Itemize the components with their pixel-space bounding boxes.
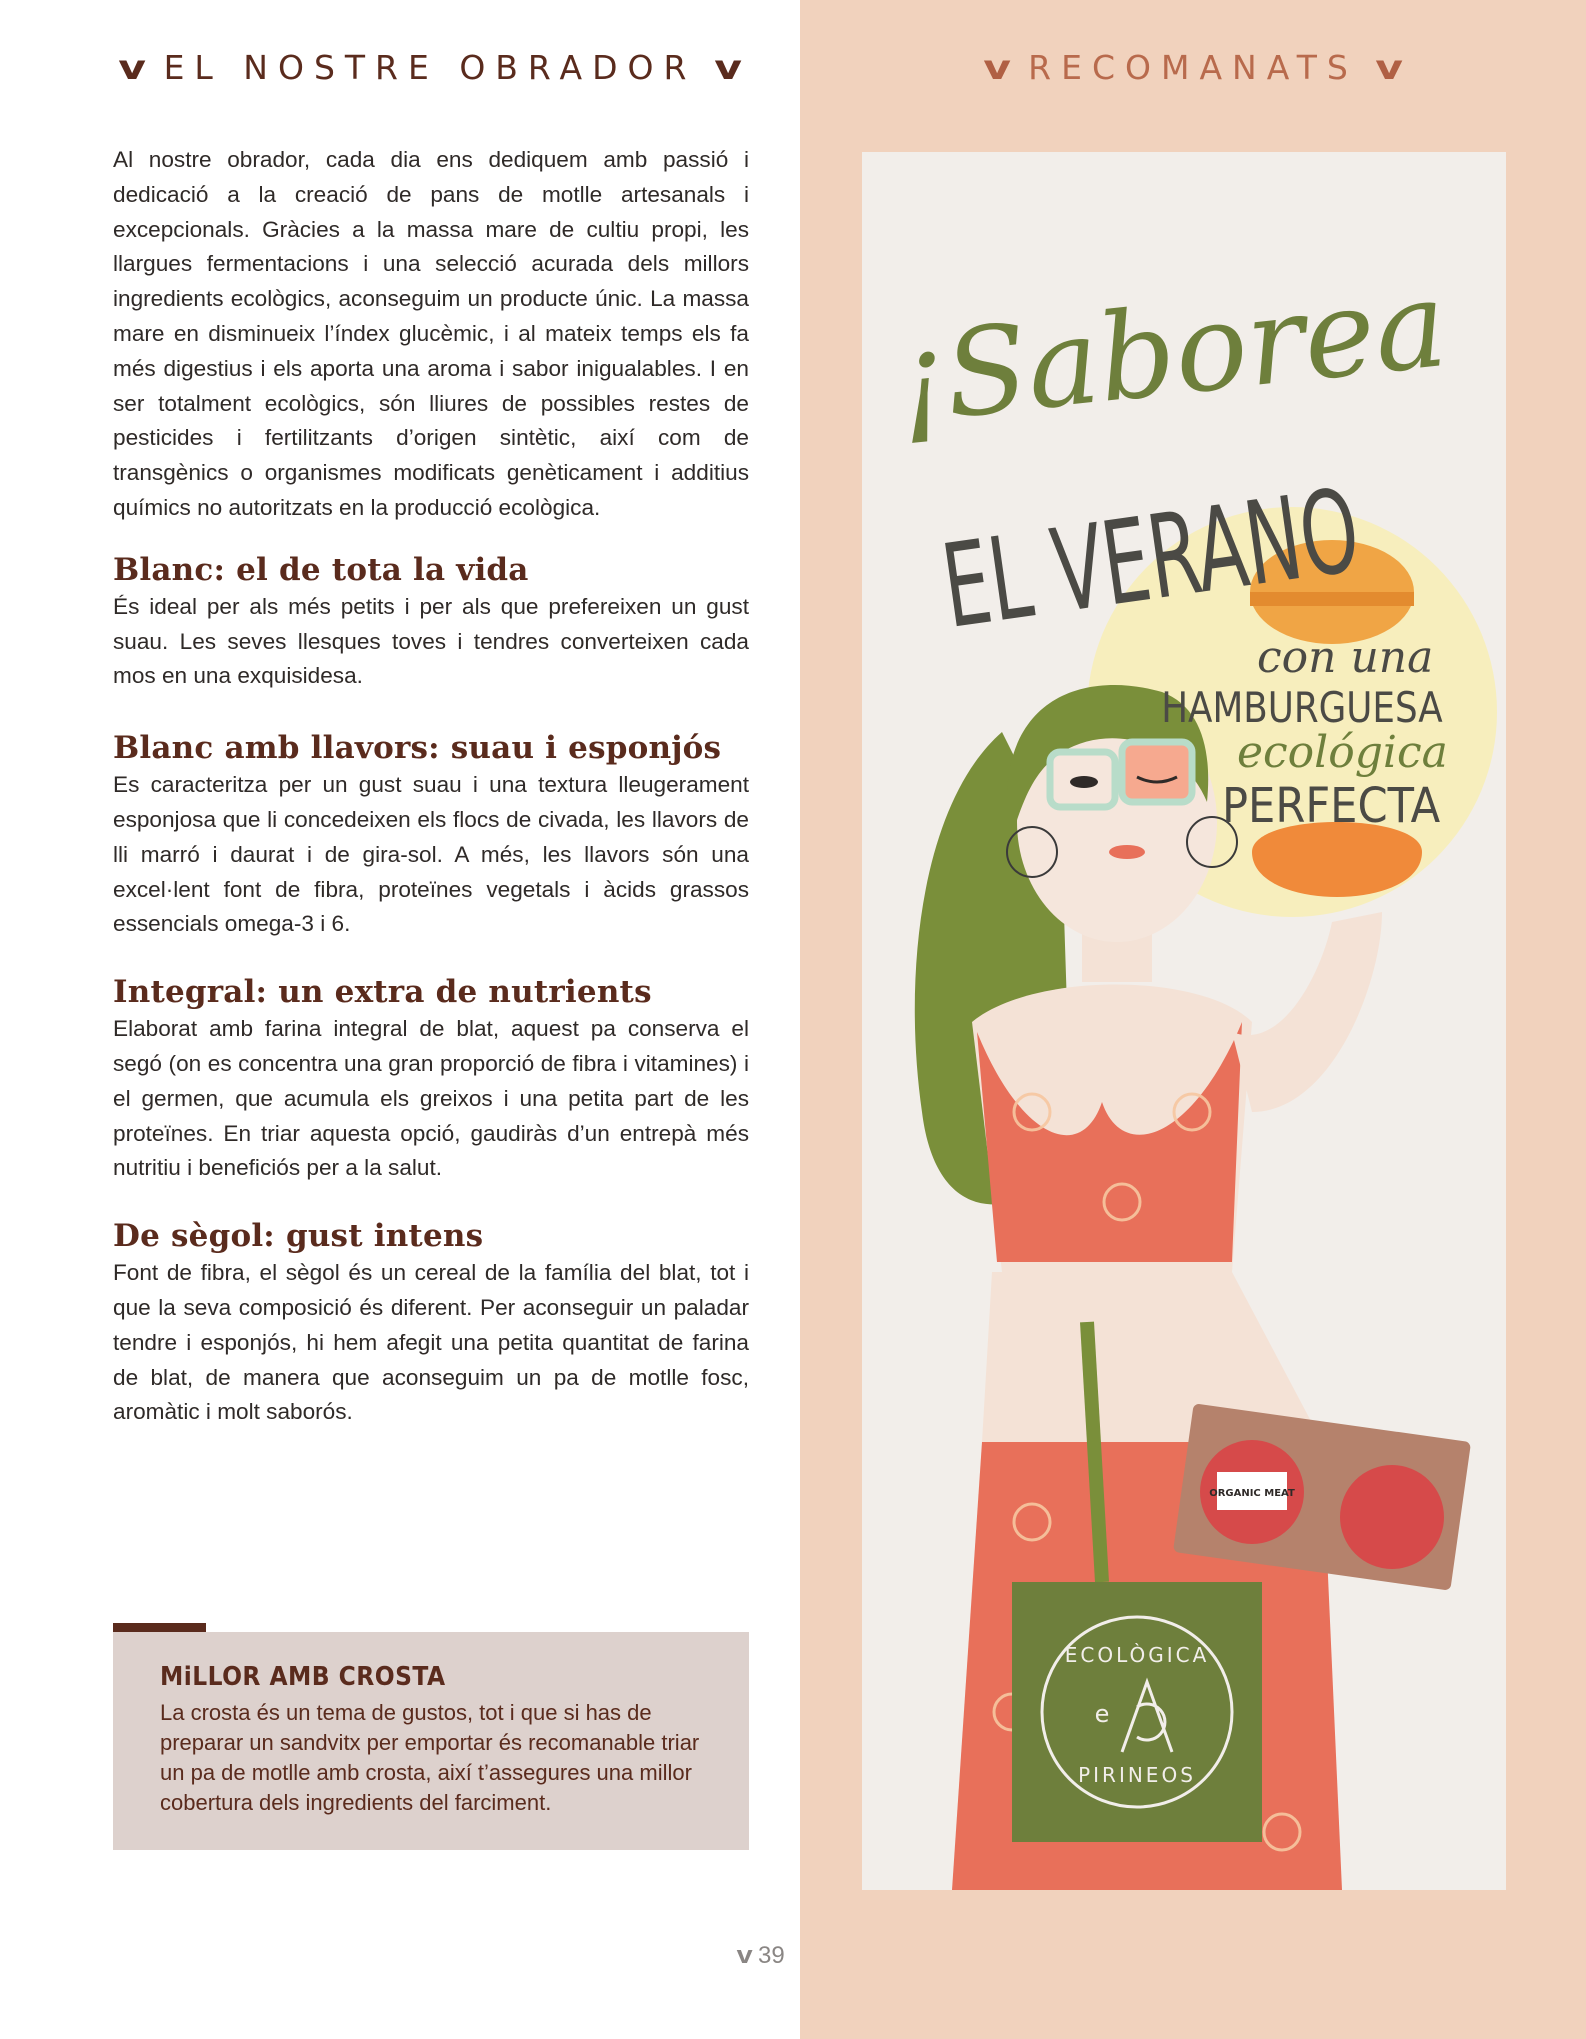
badge-bottom-text: PIRINEOS	[1078, 1763, 1196, 1787]
ad-headline-2: EL VERANO	[934, 462, 1368, 655]
v-mark-icon: v	[118, 48, 146, 88]
badge-mid-text: e	[1094, 1700, 1110, 1728]
section-title-integral: Integral: un extra de nutrients	[113, 974, 652, 1011]
section-title-segol: De sègol: gust intens	[113, 1218, 484, 1255]
section-header	[0, 48, 860, 88]
recommended-header	[800, 48, 1586, 88]
v-mark-icon: v	[1375, 48, 1404, 88]
article-body	[113, 143, 749, 1430]
tip-text: La crosta és un tema de gustos, tot i que si has de preparar un sandvitx per emportar és recomanable triar un pa de motlle amb crosta, així t’assegures una millor cobertura dels ingredients del farciment.	[160, 1700, 700, 1815]
section-header-label: EL NOSTRE OBRADOR	[163, 48, 697, 87]
lips-shape	[1109, 845, 1145, 859]
recommended-header-label: RECOMANATS	[1028, 48, 1358, 87]
badge-top-text: ECOLÒGICA	[1064, 1643, 1210, 1667]
v-mark-icon: v	[982, 48, 1011, 88]
v-mark-icon: v	[714, 48, 742, 88]
ad-subline-2: HAMBURGUESA	[1161, 684, 1443, 733]
page-number-value: 39	[758, 1942, 785, 1969]
arm-shape	[1232, 912, 1382, 1112]
tip-box	[113, 1632, 749, 1850]
advertisement-poster	[862, 152, 1506, 1890]
tip-title: MiLLOR AMB CROSTA	[160, 1662, 446, 1692]
ad-headline-1: ¡Saborea	[890, 255, 1453, 451]
section-text-integral: Elaborat amb farina integral de blat, aquest pa conserva el segó (on es concentra una gran proporció de fibra i vitamines) i el germen, que acumula els greixos i una petita part de les proteïnes. En triar aquesta opció, gaudiràs d’un entrepà més nutritiu i beneficiós per a la salut.	[113, 1016, 749, 1181]
intro-paragraph: Al nostre obrador, cada dia ens dediquem amb passió i dedicació a la creació de pans de motlle artesanals i excepcionals. Gràcies a la massa mare de cultiu propi, les llargues fermentacions i una selecció acurada dels millors ingredients ecològics, aconseguim un producte únic. La massa mare en disminueix l’índex glucèmic, i al mateix temps els fa més digestius i els aporta una aroma i sabor inigualables. I en ser totalment ecològics, són lliures de possibles restes de pesticides i fertilitzants d’origen sintètic, així com de transgènics o organismes modificats genèticament i additius químics no autoritzats en la producció ecològica.	[113, 147, 749, 520]
package-label: ORGANIC MEAT	[1209, 1488, 1295, 1499]
poster-illustration	[862, 152, 1506, 1890]
ad-subline-1: con una	[1257, 632, 1434, 683]
ad-subline-3: ecológica	[1237, 727, 1448, 778]
page-number	[738, 1942, 785, 1970]
ad-subline-4: PERFECTA	[1222, 777, 1441, 834]
section-text-segol: Font de fibra, el sègol és un cereal de la família del blat, tot i que la seva composició és diferent. Per aconseguir un paladar tendre i esponjós, hi hem afegit una petita quantitat de farina de blat, de manera que aconseguim un pa de motlle fosc, aromàtic i molt saborós.	[113, 1260, 749, 1425]
section-text-llavors: Es caracteritza per un gust suau i una textura lleugerament esponjosa que li concedeixen els flocs de civada, les llavors de lli marró i daurat i de gira-sol. A més, les llavors són una excel·lent font de fibra, proteïnes vegetals i àcids grassos essencials omega-3 i 6.	[113, 772, 749, 937]
section-text-blanc: És ideal per als més petits i per als que prefereixen un gust suau. Les seves llesques toves i tendres converteixen cada mos en una exquisidesa.	[113, 593, 749, 689]
section-title-blanc: Blanc: el de tota la vida	[113, 551, 529, 588]
right-page	[800, 0, 1586, 2039]
v-mark-icon: v	[736, 1942, 753, 1969]
section-title-llavors: Blanc amb llavors: suau i esponjós	[113, 730, 722, 767]
